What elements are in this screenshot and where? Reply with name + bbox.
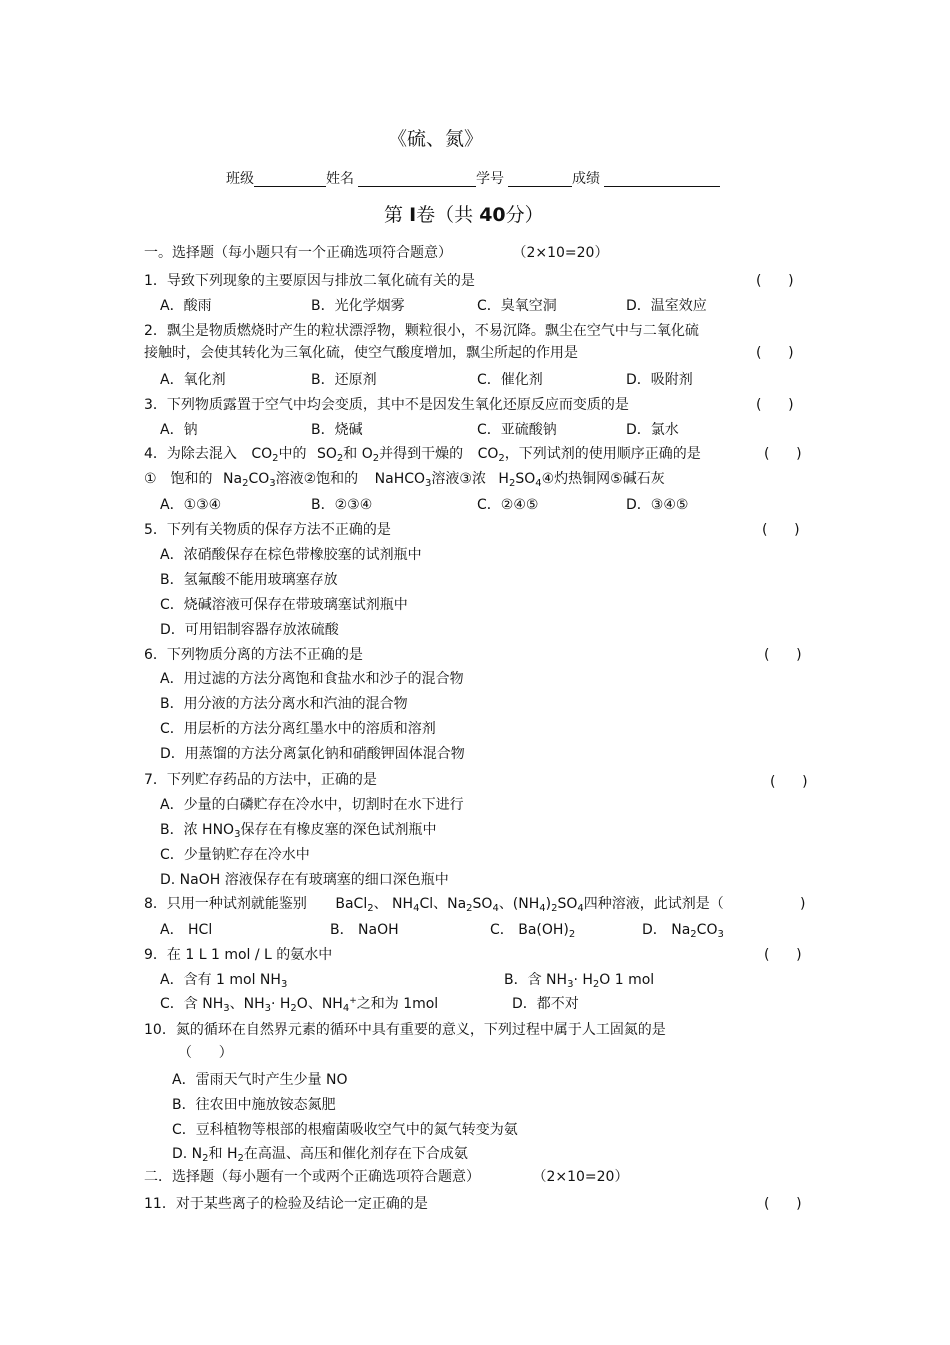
volume-heading bbox=[384, 206, 544, 224]
q7-answer-paren[interactable]: ( ) bbox=[770, 774, 808, 790]
q4-text: 溶液③浓 bbox=[431, 471, 486, 487]
q7-option-a: A．少量的白磷贮存在冷水中，切割时在水下进行 bbox=[160, 797, 464, 813]
q9-option-a bbox=[160, 971, 287, 989]
nh42so4-formula: 、$(NH_4)_2SO_4$ bbox=[498, 896, 584, 914]
q9-option-c-text: C．含 NH bbox=[160, 996, 224, 1012]
class-blank[interactable] bbox=[254, 170, 326, 187]
q8-stem bbox=[144, 895, 724, 913]
q10-option-b: B．往农田中施放铵态氮肥 bbox=[172, 1097, 336, 1113]
q10-answer-paren[interactable]: （ ） bbox=[178, 1045, 233, 1061]
q7-option-b-text: 保存在有橡皮塞的深色试剂瓶中 bbox=[240, 822, 437, 838]
co2-formula: $CO_2$ bbox=[477, 446, 505, 464]
co2-formula: $CO_2$ bbox=[251, 446, 279, 464]
q5-answer-paren[interactable]: ( ) bbox=[762, 522, 800, 538]
q2-answer-paren[interactable]: ( ) bbox=[756, 345, 794, 361]
q10-stem: 10．氮的循环在自然界元素的循环中具有重要的意义，下列过程中属于人工固氮的是 bbox=[144, 1022, 666, 1038]
q4-text: 和 bbox=[343, 446, 358, 462]
q8-option-a: A． HCl bbox=[160, 922, 213, 938]
na2co3-formula: $Na_2CO_3$ bbox=[223, 471, 276, 489]
q8-answer-close[interactable]: ) bbox=[800, 896, 806, 912]
subscript: 2 bbox=[202, 1153, 209, 1164]
q10-option-d-text: D. N bbox=[172, 1146, 203, 1162]
name-label: 姓名 bbox=[326, 171, 354, 187]
subscript: 2 bbox=[690, 929, 697, 940]
h2so4-formula: $H_2SO_4$ bbox=[498, 471, 542, 489]
q9-stem: 9．在 1 L 1 mol / L 的氨水中 bbox=[144, 947, 333, 963]
q2-option-d: D．吸附剂 bbox=[626, 372, 693, 388]
q3-answer-paren[interactable]: ( ) bbox=[756, 397, 794, 413]
q10-option-d-text: 在高温、高压和催化剂存在下合成氨 bbox=[243, 1146, 468, 1162]
q9-option-c-text: 之和为 1mol bbox=[356, 996, 439, 1012]
q8-option-c-text: C． Ba(OH) bbox=[490, 922, 569, 938]
q2-stem-line2: 接触时，会使其转化为三氧化硫，使空气酸度增加，飘尘所起的作用是 bbox=[144, 345, 578, 361]
q6-option-a: A．用过滤的方法分离饱和食盐水和沙子的混合物 bbox=[160, 671, 464, 687]
q3-option-c: C．亚硫酸钠 bbox=[477, 422, 557, 438]
q9-option-b-text: · H bbox=[573, 972, 593, 988]
score-label: 成绩 bbox=[572, 171, 600, 187]
q9-option-b-text: B．含 NH bbox=[504, 972, 568, 988]
subscript: 2 bbox=[592, 979, 600, 990]
q10-option-a: A．雷雨天气时产生少量 NO bbox=[172, 1072, 348, 1088]
name-blank[interactable] bbox=[358, 170, 476, 187]
q11-answer-paren[interactable]: ( ) bbox=[764, 1196, 802, 1212]
q7-option-b-text: B．浓 HNO bbox=[160, 822, 235, 838]
q5-option-c: C．烧碱溶液可保存在带玻璃塞试剂瓶中 bbox=[160, 597, 408, 613]
q5-option-d: D．可用铝制容器存放浓硫酸 bbox=[160, 622, 339, 638]
q2-option-c: C．催化剂 bbox=[477, 372, 543, 388]
q9-option-c-text: O、NH bbox=[296, 996, 343, 1012]
volume-suffix: 分） bbox=[505, 204, 544, 226]
q2-stem-line1: 2．飘尘是物质燃烧时产生的粒状漂浮物，颗粒很小，不易沉降。飘尘在空气中与二氧化硫 bbox=[144, 323, 699, 339]
volume-prefix: 第 bbox=[384, 204, 404, 226]
score-blank[interactable] bbox=[604, 170, 720, 187]
q3-option-b: B．烧碱 bbox=[311, 422, 363, 438]
header-fields bbox=[226, 170, 720, 188]
subscript: 3 bbox=[567, 979, 574, 990]
q4-text: 中的 bbox=[278, 446, 307, 462]
q9-option-b bbox=[504, 971, 654, 989]
q9-answer-paren[interactable]: ( ) bbox=[764, 947, 802, 963]
q3-option-d: D．氯水 bbox=[626, 422, 679, 438]
page-title: 《硫、氮》 bbox=[388, 128, 484, 150]
q10-option-d bbox=[172, 1145, 468, 1163]
q9-option-c bbox=[160, 995, 438, 1013]
q10-option-c: C．豆科植物等根部的根瘤菌吸收空气中的氮气转变为氨 bbox=[172, 1122, 518, 1138]
subscript: 2 bbox=[290, 1003, 297, 1014]
section2-text: 二．选择题（每小题有一个或两个正确选项符合题意） bbox=[144, 1169, 480, 1185]
q4-answer-paren[interactable]: ( ) bbox=[764, 446, 802, 462]
volume-roman: I bbox=[409, 204, 417, 226]
nh4cl-formula: 、 $NH_4Cl$、$Na_2SO_4$ bbox=[373, 896, 499, 914]
q4-text: ① 饱和的 bbox=[144, 471, 213, 487]
class-label: 班级 bbox=[226, 171, 254, 187]
q4-option-b: B．②③④ bbox=[311, 497, 373, 513]
q4-option-c: C．②④⑤ bbox=[477, 497, 539, 513]
q1-option-c: C．臭氧空洞 bbox=[477, 298, 557, 314]
q4-stem-line2 bbox=[144, 470, 665, 488]
o2-formula: $O_2$ bbox=[361, 446, 380, 464]
q6-option-c: C．用层析的方法分离红墨水中的溶质和溶剂 bbox=[160, 721, 436, 737]
subscript: 4 bbox=[342, 1003, 350, 1014]
superscript-plus: + bbox=[349, 996, 357, 1006]
section1-text: 一。选择题（每小题只有一个正确选项符合题意） bbox=[144, 245, 452, 261]
q6-stem: 6．下列物质分离的方法不正确的是 bbox=[144, 647, 363, 663]
q8-option-d-text: D． Na bbox=[642, 922, 691, 938]
q8-option-c bbox=[490, 921, 575, 939]
q5-option-b: B．氢氟酸不能用玻璃塞存放 bbox=[160, 572, 338, 588]
q6-option-d: D．用蒸馏的方法分离氯化钠和硝酸钾固体混合物 bbox=[160, 746, 465, 762]
q7-option-c: C．少量钠贮存在冷水中 bbox=[160, 847, 310, 863]
q1-answer-paren[interactable]: ( ) bbox=[756, 273, 794, 289]
q1-stem: 1．导致下列现象的主要原因与排放二氧化硫有关的是 bbox=[144, 273, 475, 289]
q9-option-a-text: A．含有 1 mol NH bbox=[160, 972, 281, 988]
q9-option-d: D．都不对 bbox=[512, 996, 579, 1012]
subscript: 2 bbox=[568, 929, 576, 940]
q9-option-c-text: 、NH bbox=[229, 996, 265, 1012]
q4-option-d: D．③④⑤ bbox=[626, 497, 689, 513]
q4-text: 并得到干燥的 bbox=[379, 446, 464, 462]
bacl2-formula: BaCl$_2$ bbox=[335, 896, 374, 914]
q8-option-d bbox=[642, 921, 724, 939]
q8-option-d-text: CO bbox=[696, 922, 718, 938]
q10-option-d-text: 和 H bbox=[208, 1146, 238, 1162]
q9-option-c-text: · H bbox=[270, 996, 291, 1012]
q1-option-d: D．温室效应 bbox=[626, 298, 707, 314]
section1-heading bbox=[144, 244, 608, 262]
subscript: 2 bbox=[237, 1153, 244, 1164]
nahco3-formula: NaHCO$_3$ bbox=[374, 471, 432, 489]
q8-text: 8．只用一种试剂就能鉴别 bbox=[144, 896, 307, 912]
q8-text: 四种溶液，此试剂是（ bbox=[583, 896, 724, 912]
volume-points: 40 bbox=[479, 204, 506, 226]
volume-mid: 卷（共 bbox=[416, 204, 474, 226]
q6-answer-paren[interactable]: ( ) bbox=[764, 647, 802, 663]
q7-option-b bbox=[160, 821, 436, 839]
q1-option-b: B．光化学烟雾 bbox=[311, 298, 405, 314]
q3-stem: 3．下列物质露置于空气中均会变质，其中不是因发生氧化还原反应而变质的是 bbox=[144, 397, 629, 413]
subscript: 3 bbox=[234, 829, 241, 840]
section2-heading bbox=[144, 1168, 628, 1186]
q4-text: 4．为除去混入 bbox=[144, 446, 237, 462]
q1-option-a: A．酸雨 bbox=[160, 298, 212, 314]
number-label: 学号 bbox=[476, 171, 504, 187]
q2-option-b: B．还原剂 bbox=[311, 372, 377, 388]
q9-option-b-text: O 1 mol bbox=[599, 972, 655, 988]
q6-option-b: B．用分液的方法分离水和汽油的混合物 bbox=[160, 696, 408, 712]
q7-option-d: D. NaOH 溶液保存在有玻璃塞的细口深色瓶中 bbox=[160, 872, 449, 888]
subscript: 3 bbox=[280, 979, 288, 990]
q4-stem-line1 bbox=[144, 445, 701, 463]
section2-score: （2×10=20） bbox=[532, 1169, 629, 1185]
q4-text: ，下列试剂的使用顺序正确的是 bbox=[504, 446, 701, 462]
number-blank[interactable] bbox=[508, 170, 572, 187]
section1-score: （2×10=20） bbox=[512, 245, 609, 261]
q7-stem: 7．下列贮存药品的方法中，正确的是 bbox=[144, 772, 377, 788]
q4-option-a: A．①③④ bbox=[160, 497, 222, 513]
q11-stem: 11．对于某些离子的检验及结论一定正确的是 bbox=[144, 1196, 428, 1212]
subscript: 3 bbox=[717, 929, 724, 940]
q3-option-a: A．钠 bbox=[160, 422, 198, 438]
q4-text: 溶液②饱和的 bbox=[275, 471, 359, 487]
q4-text: ④灼热铜网⑤碱石灰 bbox=[541, 471, 665, 487]
subscript: 3 bbox=[264, 1003, 271, 1014]
q8-option-b: B． NaOH bbox=[330, 922, 399, 938]
so2-formula: $SO_2$ bbox=[317, 446, 344, 464]
q2-option-a: A．氧化剂 bbox=[160, 372, 226, 388]
q5-stem: 5．下列有关物质的保存方法不正确的是 bbox=[144, 522, 391, 538]
subscript: 3 bbox=[223, 1003, 230, 1014]
q5-option-a: A．浓硝酸保存在棕色带橡胶塞的试剂瓶中 bbox=[160, 547, 422, 563]
